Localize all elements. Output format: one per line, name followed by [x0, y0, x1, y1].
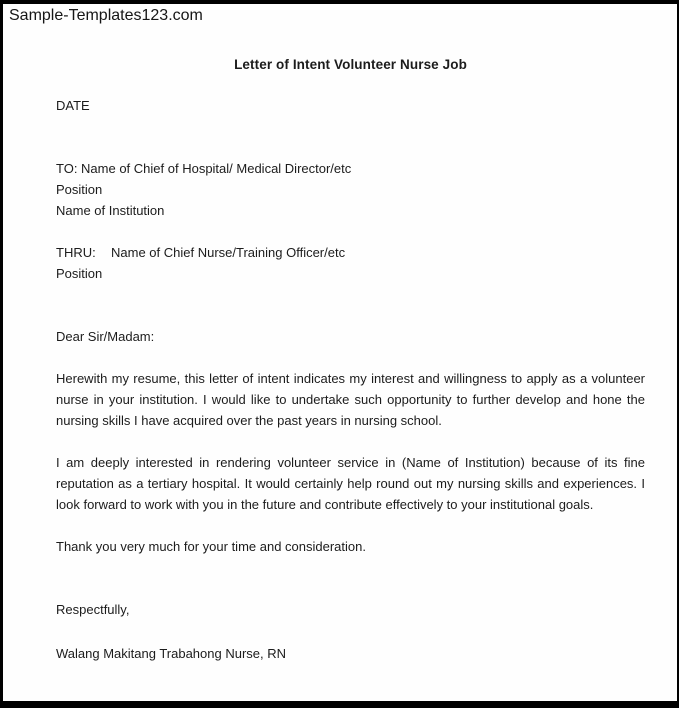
to-line-institution: Name of Institution [56, 203, 165, 218]
date-label: DATE [56, 98, 90, 113]
paragraph-thanks: Thank you very much for your time and consideration. [56, 539, 366, 554]
to-block [56, 158, 645, 221]
salutation: Dear Sir/Madam: [56, 329, 155, 344]
thru-line [56, 242, 645, 263]
site-header [3, 4, 677, 25]
site-name: Sample-Templates123.com [9, 7, 203, 24]
thru-value: Name of Chief Nurse/Training Officer/etc [111, 245, 346, 260]
signature-name: Walang Makitang Trabahong Nurse, RN [56, 646, 287, 661]
thru-label: THRU: [56, 245, 96, 260]
to-line-position: Position [56, 182, 103, 197]
paragraph-intro: Herewith my resume, this letter of intent indicates my interest and willingness to apply as a volunteer nurse in your institution. I would like to undertake such opportunity to further develop and hone the nursing skills I have acquired over the past years in nursing school. [56, 371, 645, 428]
closing: Respectfully, [56, 602, 130, 617]
thru-block [56, 242, 645, 284]
to-line-recipient: TO: Name of Chief of Hospital/ Medical Director/etc [56, 161, 352, 176]
letter-body [3, 54, 677, 664]
paragraph-interest: I am deeply interested in rendering volunteer service in (Name of Institution) because of its fine reputation as a tertiary hospital. It would certainly help round out my nursing skills and experiences. I look forward to work with you in the future and contribute effectively to your institutional goals. [56, 455, 645, 512]
letter-title: Letter of Intent Volunteer Nurse Job [234, 57, 467, 72]
thru-position: Position [56, 266, 103, 281]
